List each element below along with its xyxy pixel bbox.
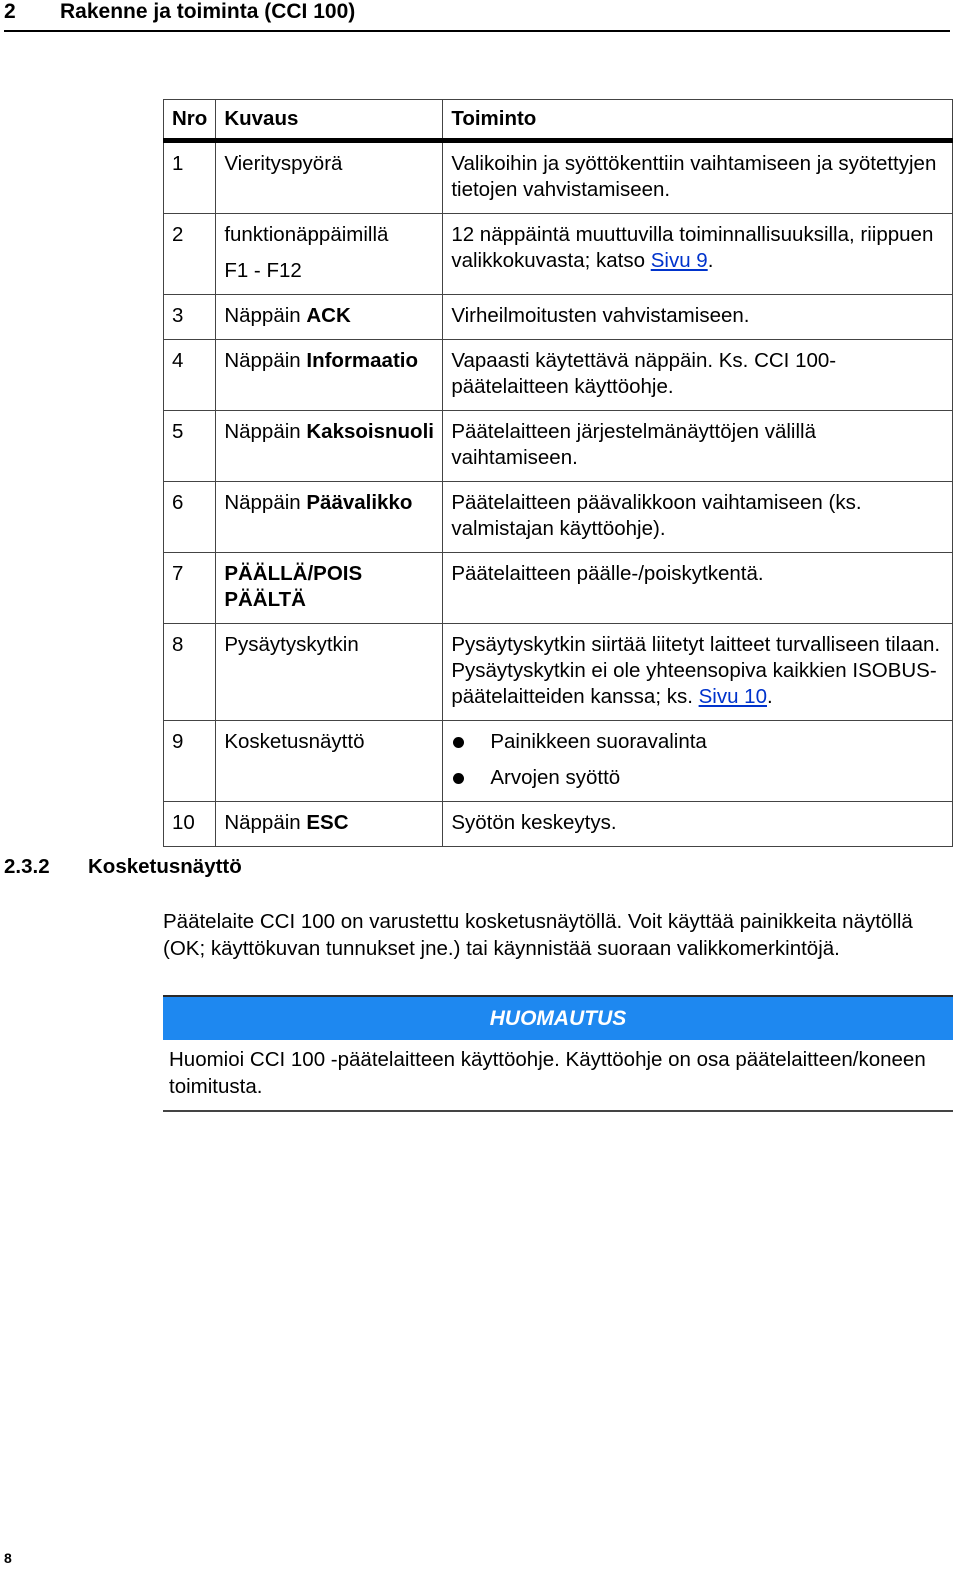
row-description — [216, 802, 443, 847]
row-function: Vapaasti käytettävä näppäin. Ks. CCI 100-päätelaitteen käyttöohje. — [443, 340, 953, 411]
row-description — [216, 295, 443, 340]
row-function: Päätelaitteen päävalikkoon vaihtamiseen (ks. valmistajan käyttöohje). — [443, 482, 953, 553]
table-header-row — [164, 100, 953, 141]
table-row — [164, 411, 953, 482]
row-function-end: . — [707, 249, 714, 272]
bullet-dot-icon — [453, 773, 464, 784]
row-number: 9 — [164, 721, 216, 802]
row-function-text: 12 näppäintä muuttuvilla toiminnallisuuksilla, riippuen valikkokuvasta; katso — [451, 223, 934, 272]
row-function: Valikoihin ja syöttökenttiin vaihtamiseen ja syötettyjen tietojen vahvistamiseen. — [443, 141, 953, 214]
row-description-prefix: Näppäin — [224, 491, 307, 514]
row-description-key: ESC — [306, 811, 349, 834]
table-row — [164, 340, 953, 411]
table-row — [164, 721, 953, 802]
row-function-end: . — [767, 685, 773, 708]
row-function-text: Pysäytyskytkin siirtää liitetyt laitteet turvalliseen tilaan. Pysäytyskytkin ei ole yhteensopiva kaikkien ISOBUS-päätelaitteiden kanssa; ks. — [451, 633, 941, 708]
row-function — [443, 624, 953, 721]
row-description: PÄÄLLÄ/POIS PÄÄLTÄ — [216, 553, 443, 624]
row-function: Päätelaitteen järjestelmänäyttöjen välillä vaihtamiseen. — [443, 411, 953, 482]
row-function: Virheilmoitusten vahvistamiseen. — [443, 295, 953, 340]
row-description-prefix: Näppäin — [224, 420, 307, 443]
row-description-line1: funktionäppäimillä — [224, 223, 389, 246]
row-number: 10 — [164, 802, 216, 847]
bullet-item — [451, 765, 944, 791]
page-link[interactable]: Sivu 10 — [698, 685, 767, 708]
row-description-prefix: Näppäin — [224, 811, 307, 834]
table-row — [164, 214, 953, 295]
body-paragraph: Päätelaite CCI 100 on varustettu kosketusnäytöllä. Voit käyttää painikkeita näytöllä (OK; käyttökuvan tunnukset jne.) tai käynnistää suoraan valikkomerkintöjä. — [163, 910, 913, 960]
table-row — [164, 802, 953, 847]
row-description — [216, 411, 443, 482]
page-link[interactable]: Sivu 9 — [650, 249, 708, 272]
row-description: Vierityspyörä — [216, 141, 443, 214]
row-description — [216, 214, 443, 295]
row-description-key: Informaatio — [306, 349, 418, 372]
row-number: 1 — [164, 141, 216, 214]
row-description-key: Kaksoisnuoli — [306, 420, 434, 443]
bullet-text: Painikkeen suoravalinta — [490, 730, 707, 753]
row-description-key: Päävalikko — [306, 491, 413, 514]
header-description: Kuvaus — [216, 100, 443, 141]
row-number: 4 — [164, 340, 216, 411]
page-number: 8 — [4, 1550, 12, 1566]
row-description: Pysäytyskytkin — [216, 624, 443, 721]
notice-text: Huomioi CCI 100 -päätelaitteen käyttöohje. Käyttöohje on osa päätelaitteen/koneen toimitusta. — [163, 1040, 953, 1112]
row-description-key: ACK — [306, 304, 351, 327]
bullet-text: Arvojen syöttö — [490, 766, 621, 789]
key-function-table — [163, 99, 953, 847]
chapter-title: Rakenne ja toiminta (CCI 100) — [60, 0, 356, 23]
section-title: Kosketusnäyttö — [88, 855, 242, 878]
row-description — [216, 340, 443, 411]
row-description-line2: F1 - F12 — [224, 259, 302, 282]
row-function: Päätelaitteen päälle-/poiskytkentä. — [443, 553, 953, 624]
row-number: 6 — [164, 482, 216, 553]
header-nro: Nro — [164, 100, 216, 141]
table-row — [164, 141, 953, 214]
table-row — [164, 295, 953, 340]
header-function: Toiminto — [443, 100, 953, 141]
bullet-dot-icon — [453, 737, 464, 748]
row-description-prefix: Näppäin — [224, 349, 307, 372]
row-function — [443, 721, 953, 802]
row-function: Syötön keskeytys. — [443, 802, 953, 847]
table-row — [164, 624, 953, 721]
row-number: 7 — [164, 553, 216, 624]
row-function — [443, 214, 953, 295]
table-row — [164, 482, 953, 553]
row-description-prefix: Näppäin — [224, 304, 307, 327]
notice-title: HUOMAUTUS — [163, 995, 953, 1040]
row-description — [216, 482, 443, 553]
bullet-item — [451, 729, 944, 755]
row-number: 8 — [164, 624, 216, 721]
page-header — [4, 0, 950, 32]
row-number: 2 — [164, 214, 216, 295]
table-row — [164, 553, 953, 624]
row-number: 5 — [164, 411, 216, 482]
notice-box — [163, 995, 953, 1112]
row-number: 3 — [164, 295, 216, 340]
chapter-number: 2 — [4, 0, 16, 23]
section-number: 2.3.2 — [4, 855, 50, 878]
row-description: Kosketusnäyttö — [216, 721, 443, 802]
